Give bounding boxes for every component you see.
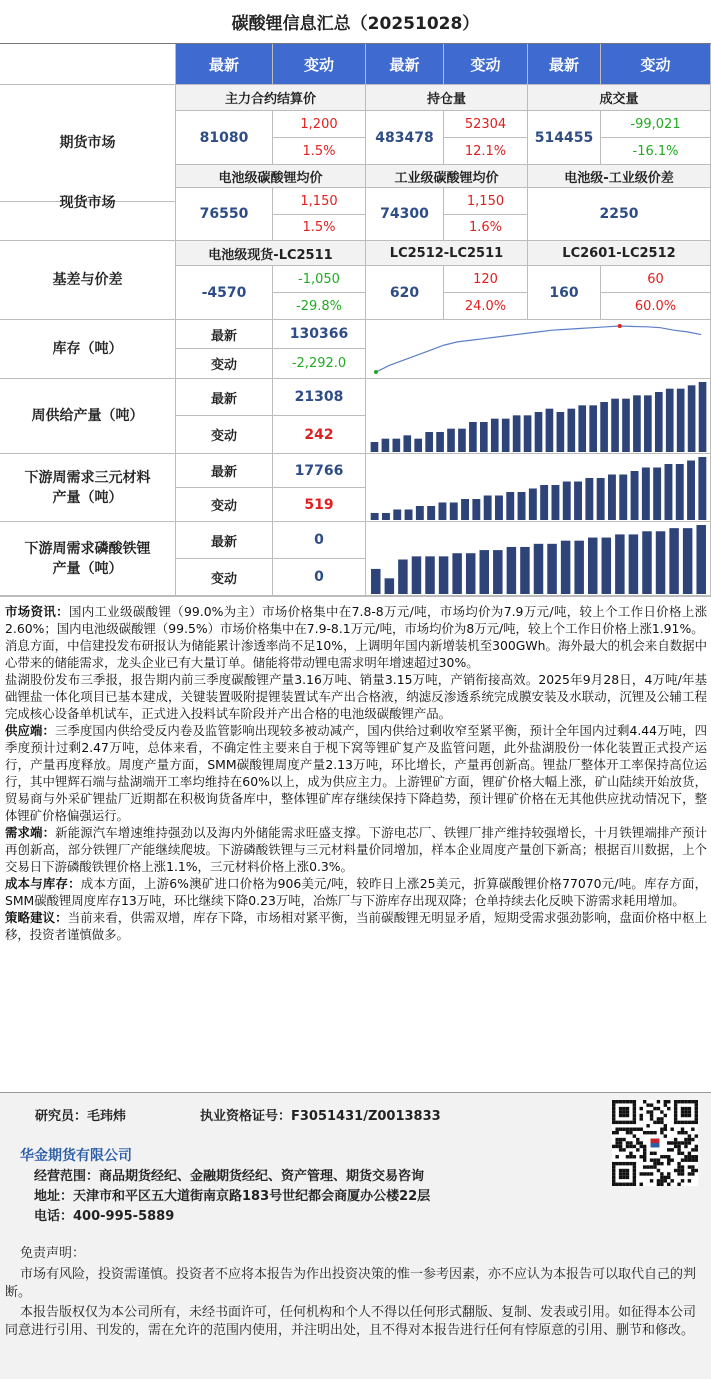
lfp-bar bbox=[588, 538, 597, 594]
ternary-bar bbox=[393, 510, 401, 521]
lfp-bar bbox=[439, 556, 448, 594]
supply-bar bbox=[622, 399, 630, 452]
cost-text: 成本方面，上游6%澳矿进口价格为906美元/吨，较昨日上涨25美元，折算碳酸锂价格77070元/吨。库存方面，SMM碳酸锂周度库存13万吨，环比继续下降0.23万吨，冶炼厂与下游库存出现双降；仓单持续去化反映下游需求耗用增加。 bbox=[5, 876, 708, 908]
supply-bar bbox=[425, 432, 433, 452]
ternary-bar bbox=[664, 464, 672, 520]
ternary-latest: 17766 bbox=[273, 454, 366, 488]
header-latest-1: 最新 bbox=[176, 44, 273, 85]
supply-bars-cell bbox=[366, 379, 711, 454]
inventory-max-point bbox=[618, 324, 622, 328]
supply-bar bbox=[611, 399, 619, 452]
basis-pct-2: 24.0% bbox=[444, 293, 528, 320]
supply-bar bbox=[458, 429, 466, 452]
lfp-bar bbox=[425, 556, 434, 594]
lfp-change-label: 变动 bbox=[176, 559, 273, 596]
ternary-bar bbox=[450, 503, 458, 521]
lfp-bar bbox=[412, 556, 421, 594]
supply-bar bbox=[436, 432, 444, 452]
lfp-bar bbox=[629, 534, 638, 594]
ternary-bar bbox=[563, 482, 571, 521]
ternary-bar bbox=[608, 475, 616, 521]
supply-bar bbox=[589, 405, 597, 452]
header-change-3: 变动 bbox=[601, 44, 711, 85]
futures-change-3: -99,021 bbox=[601, 111, 711, 138]
spot-latest-2: 74300 bbox=[366, 188, 444, 241]
qr-code bbox=[612, 1100, 698, 1186]
futures-sub-2: 持仓量 bbox=[366, 85, 528, 111]
license-number: 执业资格证号：F3051431/Z0013833 bbox=[200, 1109, 441, 1124]
supply-bar bbox=[655, 392, 663, 452]
company-address: 地址：天津市和平区五大道街南京路183号世纪都会商厦办公楼22层 bbox=[34, 1189, 431, 1204]
lfp-bar bbox=[507, 547, 516, 594]
basis-change-2: 120 bbox=[444, 266, 528, 293]
ternary-bar bbox=[495, 496, 503, 521]
ternary-bar bbox=[427, 506, 435, 520]
inventory-sparkline bbox=[366, 320, 711, 379]
ternary-bar bbox=[416, 506, 424, 520]
news1-paragraph: 消息方面，中信建投发布研报认为储能累计渗透率尚不足10%，上调明年国内新增装机至300GWh。海外最大的机会来自数据中心带来的储能需求，龙头企业已有大量订单。储能将带动锂电需求明年增速超过30%。 bbox=[5, 638, 707, 670]
lfp-label: 下游周需求磷酸铁锂产量（吨） bbox=[0, 522, 176, 596]
supply-bar bbox=[644, 395, 652, 452]
supply-bar bbox=[513, 415, 521, 452]
supply-bar bbox=[666, 389, 674, 452]
market-label: 市场资讯： bbox=[5, 604, 69, 619]
lfp-bar bbox=[385, 578, 394, 594]
spot-spread-value: 2250 bbox=[528, 188, 711, 241]
ternary-bar bbox=[529, 489, 537, 521]
inventory-line bbox=[376, 326, 701, 372]
ternary-bar bbox=[642, 468, 650, 521]
market-text: 国内工业级碳酸锂（99.0%为主）市场价格集中在7.8-8万元/吨，市场均价为7.9万元/吨，较上个工作日价格上涨2.60%；国内电池级碳酸锂（99.5%）市场价格集中在7.9-8.1万元/吨，市场均价为8万元/吨，较上个工作日价格上涨1.91%。 bbox=[5, 604, 707, 636]
supply-bar bbox=[567, 409, 575, 452]
supply-bar bbox=[677, 389, 685, 452]
ternary-bar bbox=[438, 503, 446, 521]
basis-latest-3: 160 bbox=[528, 266, 601, 320]
lfp-bar bbox=[696, 525, 705, 594]
supply-bar bbox=[469, 422, 477, 452]
lfp-latest-label: 最新 bbox=[176, 522, 273, 559]
supply-label: 周供给产量（吨） bbox=[0, 379, 176, 454]
business-scope: 经营范围：商品期货经纪、金融期货经纪、资产管理、期货交易咨询 bbox=[34, 1169, 425, 1184]
basis-change-3: 60 bbox=[601, 266, 711, 293]
supply-bar bbox=[414, 439, 422, 452]
supply-bar bbox=[382, 439, 390, 452]
lfp-bar bbox=[452, 553, 461, 594]
ternary-change: 519 bbox=[273, 488, 366, 522]
ternary-bar bbox=[653, 468, 661, 521]
lfp-latest: 0 bbox=[273, 522, 366, 559]
supply-bar bbox=[524, 415, 532, 452]
supply-bar bbox=[371, 442, 379, 452]
inventory-change: -2,292.0 bbox=[273, 349, 366, 379]
divider bbox=[0, 596, 711, 597]
supply-bar bbox=[633, 395, 641, 452]
commentary bbox=[5, 603, 707, 943]
inventory-change-label: 变动 bbox=[176, 349, 273, 379]
ternary-bar bbox=[574, 482, 582, 521]
ternary-bars-cell bbox=[366, 454, 711, 522]
basis-sub-2: LC2512-LC2511 bbox=[366, 241, 528, 266]
basis-pct-3: 60.0% bbox=[601, 293, 711, 320]
basis-label: 基差与价差 bbox=[0, 241, 176, 320]
lfp-bar bbox=[561, 541, 570, 594]
futures-label: 期货市场 bbox=[0, 85, 176, 202]
basis-sub-3: LC2601-LC2512 bbox=[528, 241, 711, 266]
ternary-bar bbox=[597, 478, 605, 520]
spot-change-1: 1,150 bbox=[273, 188, 366, 215]
spot-label: 现货市场 bbox=[0, 165, 176, 241]
lfp-bar bbox=[547, 544, 556, 594]
demand-text: 新能源汽车增速维持强劲以及海内外储能需求旺盛支撑。下游电芯厂、铁锂厂排产维持较强增长，十月铁锂端排产预计再创新高，部分铁锂厂产能继续爬坡。下游磷酸铁锂与三元材料量价同增加，样本企业周度产量创下新高；根据百川数据，上个交易日下游磷酸铁锂价格上涨1.1%，三元材料价格上涨0.3%。 bbox=[5, 825, 708, 874]
supply-bar bbox=[447, 429, 455, 452]
company-phone: 电话：400-995-5889 bbox=[34, 1209, 175, 1224]
ternary-label: 下游周需求三元材料产量（吨） bbox=[0, 454, 176, 522]
supply-bar bbox=[600, 402, 608, 452]
ternary-bar bbox=[687, 461, 695, 521]
cost-paragraph bbox=[5, 875, 707, 909]
supply-latest: 21308 bbox=[273, 379, 366, 416]
basis-change-1: -1,050 bbox=[273, 266, 366, 293]
ternary-bar bbox=[585, 478, 593, 520]
supply-bar bbox=[491, 419, 499, 452]
strategy-paragraph bbox=[5, 909, 707, 943]
basis-sub-1: 电池级现货-LC2511 bbox=[176, 241, 366, 266]
basis-pct-1: -29.8% bbox=[273, 293, 366, 320]
ternary-bar bbox=[382, 513, 390, 520]
futures-sub-1: 主力合约结算价 bbox=[176, 85, 366, 111]
ternary-bar bbox=[518, 492, 526, 520]
ternary-bar bbox=[698, 457, 706, 520]
company-name: 华金期货有限公司 bbox=[20, 1148, 132, 1164]
ternary-bar bbox=[506, 492, 514, 520]
header-latest-3: 最新 bbox=[528, 44, 601, 85]
lfp-bar bbox=[520, 547, 529, 594]
lfp-bar bbox=[466, 553, 475, 594]
supply-text-label: 供应端： bbox=[5, 723, 55, 738]
lfp-bars-cell bbox=[366, 522, 711, 596]
inventory-min-point bbox=[374, 370, 378, 374]
supply-bar bbox=[688, 385, 696, 452]
ternary-bar bbox=[484, 496, 492, 521]
supply-bar bbox=[480, 422, 488, 452]
futures-change-1: 1,200 bbox=[273, 111, 366, 138]
basis-latest-2: 620 bbox=[366, 266, 444, 320]
ternary-bar bbox=[405, 510, 413, 521]
spot-sub-2: 工业级碳酸锂均价 bbox=[366, 165, 528, 188]
supply-bar bbox=[578, 405, 586, 452]
futures-pct-1: 1.5% bbox=[273, 138, 366, 165]
futures-change-2: 52304 bbox=[444, 111, 528, 138]
lfp-bar bbox=[371, 569, 380, 594]
lfp-bar bbox=[574, 541, 583, 594]
supply-bar bbox=[502, 419, 510, 452]
inventory-latest: 130366 bbox=[273, 320, 366, 349]
ternary-bar bbox=[631, 471, 639, 520]
lfp-bar-chart bbox=[366, 522, 711, 596]
researcher: 研究员：毛玮炜 bbox=[35, 1109, 127, 1124]
lfp-bar bbox=[398, 560, 407, 595]
lfp-bar bbox=[642, 531, 651, 594]
inventory-label: 库存（吨） bbox=[0, 320, 176, 379]
ternary-bar bbox=[540, 485, 548, 520]
spot-latest-1: 76550 bbox=[176, 188, 273, 241]
demand-paragraph bbox=[5, 824, 707, 875]
header-change-1: 变动 bbox=[273, 44, 366, 85]
qr-code-icon bbox=[612, 1100, 698, 1186]
ternary-bar bbox=[619, 475, 627, 521]
lfp-bar bbox=[615, 534, 624, 594]
spot-change-2: 1,150 bbox=[444, 188, 528, 215]
futures-latest-2: 483478 bbox=[366, 111, 444, 165]
news2-paragraph: 盐湖股份发布三季报，报告期内前三季度碳酸锂产量3.16万吨、销量3.15万吨，产销衔接高效。2025年9月28日，4万吨/年基础锂盐一体化项目已基本建成，关键装置吸附提锂装置试车产出合格液，纳滤反渗透系统完成膜安装及水联动，沉锂及公辅工程完成核心设备单机试车，正式进入投料试车阶段并产出合格的电池级碳酸锂产品。 bbox=[5, 672, 707, 721]
disclaimer-2: 本报告版权仅为本公司所有，未经书面许可，任何机构和个人不得以任何形式翻版、复制、发表或引用。如征得本公司同意进行引用、刊发的，需在允许的范围内使用，并注明出处，且不得对本报告进行任何有悖原意的引用、删节和修改。 bbox=[5, 1305, 697, 1338]
lfp-bar bbox=[493, 550, 502, 594]
page-title: 碳酸锂信息汇总（20251028） bbox=[0, 0, 711, 44]
header-latest-2: 最新 bbox=[366, 44, 444, 85]
lfp-bar bbox=[534, 544, 543, 594]
supply-paragraph bbox=[5, 722, 707, 824]
ternary-bar bbox=[461, 499, 469, 520]
cost-label: 成本与库存： bbox=[5, 876, 81, 891]
ternary-latest-label: 最新 bbox=[176, 454, 273, 488]
lfp-bar bbox=[683, 528, 692, 594]
strategy-label: 策略建议： bbox=[5, 910, 68, 925]
header-blank bbox=[0, 44, 176, 85]
inventory-latest-label: 最新 bbox=[176, 320, 273, 349]
ternary-bar bbox=[472, 499, 480, 520]
disclaimer-title: 免责声明： bbox=[20, 1246, 86, 1261]
supply-bar bbox=[557, 412, 565, 452]
futures-latest-3: 514455 bbox=[528, 111, 601, 165]
spot-sub-3: 电池级-工业级价差 bbox=[528, 165, 711, 188]
lfp-change: 0 bbox=[273, 559, 366, 596]
supply-bar bbox=[535, 412, 543, 452]
ternary-bar bbox=[676, 464, 684, 520]
demand-label: 需求端： bbox=[5, 825, 56, 840]
ternary-change-label: 变动 bbox=[176, 488, 273, 522]
market-paragraph bbox=[5, 603, 707, 637]
ternary-bar bbox=[371, 513, 379, 520]
ternary-bar bbox=[551, 485, 559, 520]
inventory-sparkline-cell bbox=[366, 320, 711, 379]
supply-bar bbox=[546, 409, 554, 452]
spot-pct-1: 1.5% bbox=[273, 215, 366, 241]
spot-sub-1: 电池级碳酸锂均价 bbox=[176, 165, 366, 188]
futures-sub-3: 成交量 bbox=[528, 85, 711, 111]
supply-bar bbox=[699, 382, 707, 452]
lfp-bar bbox=[669, 528, 678, 594]
strategy-text: 当前来看，供需双增，库存下降，市场相对紧平衡，当前碳酸锂无明显矛盾，短期受需求强劲影响，盘面价格中枢上移，投资者谨慎做多。 bbox=[5, 910, 708, 942]
basis-latest-1: -4570 bbox=[176, 266, 273, 320]
spot-pct-2: 1.6% bbox=[444, 215, 528, 241]
supply-change: 242 bbox=[273, 416, 366, 454]
header-change-2: 变动 bbox=[444, 44, 528, 85]
supply-bar bbox=[393, 439, 401, 452]
futures-latest-1: 81080 bbox=[176, 111, 273, 165]
futures-pct-2: 12.1% bbox=[444, 138, 528, 165]
supply-text: 三季度国内供给受反内卷及监管影响出现较多被动减产，国内供给过剩收窄至紧平衡，预计全年国内过剩4.44万吨，四季度预计过剩2.47万吨，总体来看，不确定性主要来自于枧下窝等锂矿复产及监管问题，此外盐湖股份一体化装置正式投产运行，产量再度释放。周度产量方面，SMM碳酸锂周度产量2.13万吨，环比增长，产量再创新高。锂盐厂整体开工率保持高位运行，其中锂辉石端与盐湖端开工率均维持在60%以上，成为供应主力。上游锂矿方面，锂矿价格大幅上涨，矿山陆续开始放货，贸易商与外采矿锂盐厂近期都在积极询货备库中，整体锂矿库存继续保持下降趋势，预计锂矿价格在无其他供应扰动情况下，整体锂矿价格偏强运行。 bbox=[5, 723, 708, 823]
lfp-bar bbox=[480, 550, 489, 594]
supply-latest-label: 最新 bbox=[176, 379, 273, 416]
ternary-bar-chart bbox=[366, 454, 711, 522]
lfp-bar bbox=[602, 538, 611, 594]
supply-bar-chart bbox=[366, 379, 711, 454]
supply-bar bbox=[403, 435, 411, 452]
disclaimer-1: 市场有风险，投资需谨慎。投资者不应将本报告为作出投资决策的惟一参考因素，亦不应认为本报告可以取代自己的判断。 bbox=[5, 1267, 697, 1300]
supply-change-label: 变动 bbox=[176, 416, 273, 454]
futures-pct-3: -16.1% bbox=[601, 138, 711, 165]
lfp-bar bbox=[656, 531, 665, 594]
